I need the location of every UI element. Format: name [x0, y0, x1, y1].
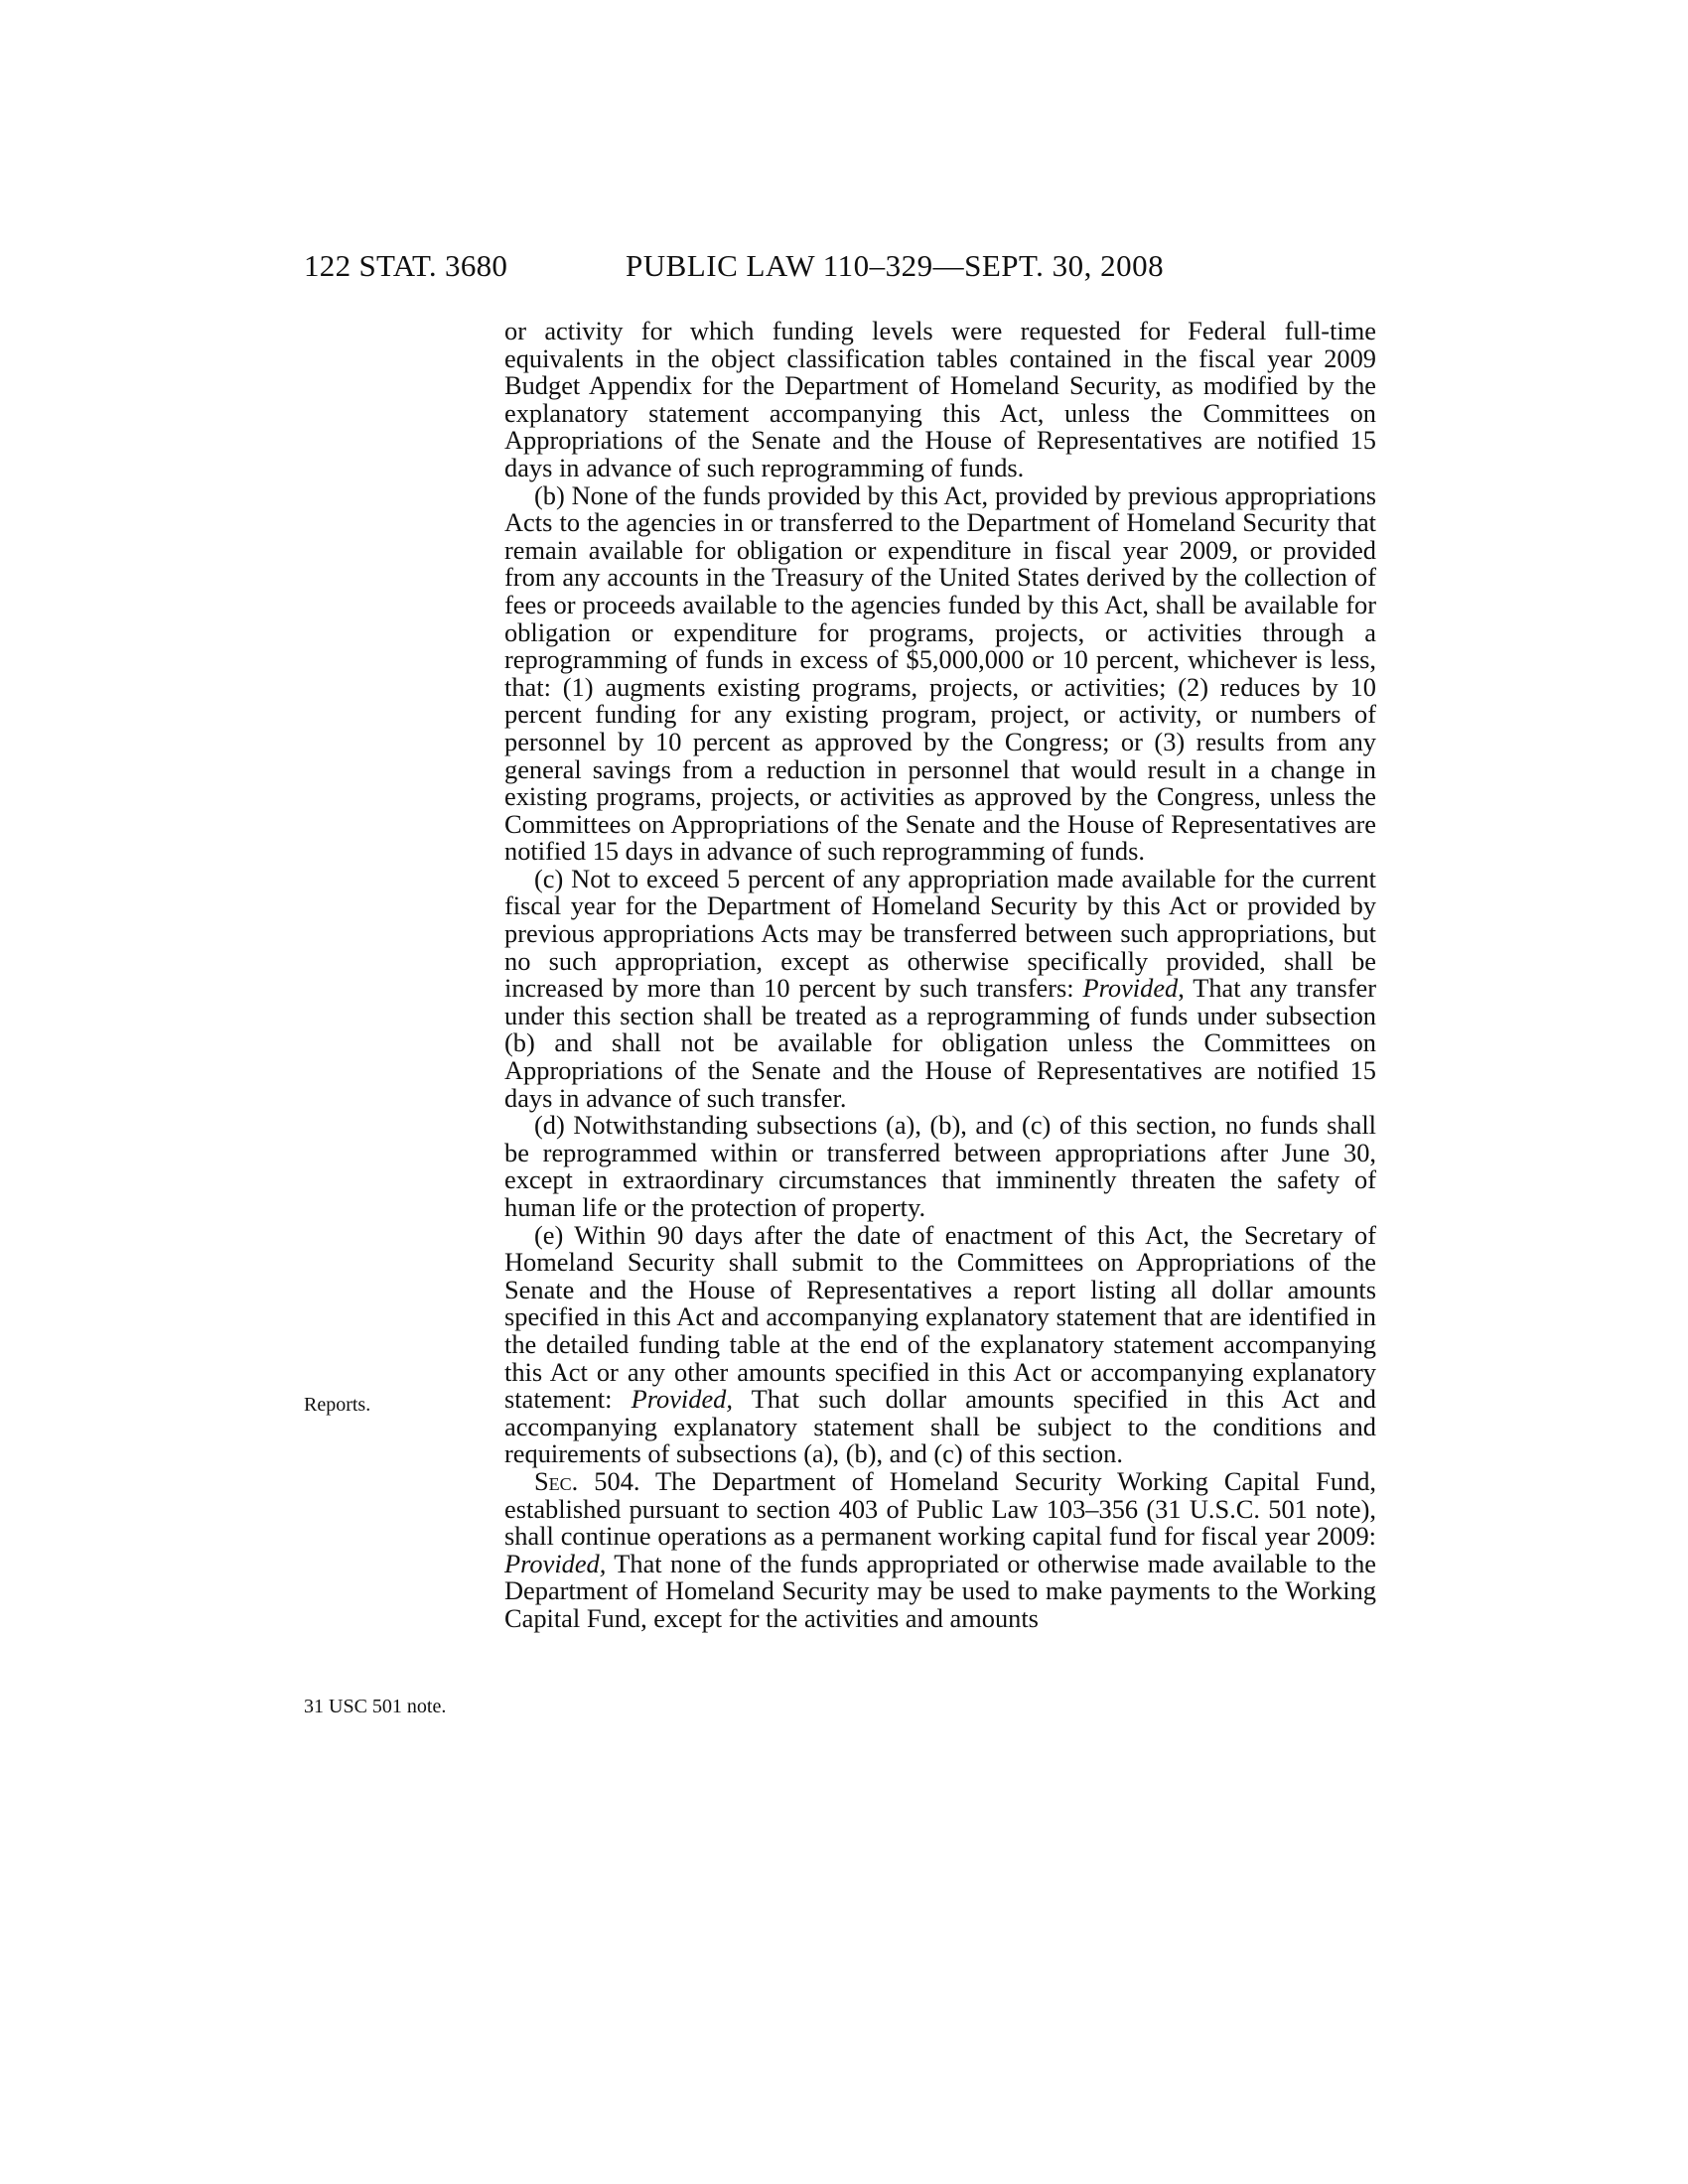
- subsection-e-text-1: (e) Within 90 days after the date of enactment of this Act, the Secretary of Homeland Security shall submit to the Committees on Appropriations of the Senate and the House of Representatives a report listing all dollar amounts specified in this Act and accompanying explanatory statement that are identified in the detailed funding table at the end of the explanatory statement accompanying this Act or any other amounts specified in this Act or accompanying explanatory statement:: [504, 1219, 1376, 1415]
- public-law-heading: PUBLIC LAW 110–329—SEPT. 30, 2008: [626, 248, 1165, 283]
- section-504-text-1: The Department of Homeland Security Working Capital Fund, established pursuant to section 403 of Public Law 103–356 (31 U.S.C. 501 note), shall continue operations as a permanent working capital fund for fiscal year 2009:: [504, 1465, 1376, 1552]
- subsection-c-provided: Provided: [1082, 973, 1179, 1004]
- paragraph-continuation: or activity for which funding levels were requested for Federal full-time equivalents in the object classification tables contained in the fiscal year 2009 Budget Appendix for the Department of Homeland Security, as modified by the explanatory statement accompanying this Act, unless the Committees on Appropriations of the Senate and the House of Representatives are notified 15 days in advance of such reprogramming of funds.: [504, 316, 1376, 482]
- paragraph-subsection-e: [504, 1219, 1376, 1469]
- subsection-c-text-1: (c) Not to exceed 5 percent of any appropriation made available for the current fiscal year for the Department of Homeland Security by this Act or provided by previous appropriations Acts may be transferred between such appropriations, but no such appropriation, except as otherwise specifically provided, shall be increased by more than 10 percent by such transfers:: [504, 863, 1376, 1004]
- statute-page-reference: 122 STAT. 3680: [304, 248, 508, 283]
- margin-note-reports: Reports.: [304, 1394, 371, 1416]
- section-504-text-2: That none of the funds appropriated or otherwise made available to the Department of Homeland Security may be used to make payments to the Working Capital Fund, except for the activities and amounts: [504, 1548, 1376, 1633]
- document-body: [504, 318, 1376, 1633]
- margin-note-usc: 31 USC 501 note.: [304, 1696, 447, 1717]
- paragraph-section-504: [504, 1465, 1376, 1633]
- paragraph-subsection-c: [504, 863, 1376, 1113]
- paragraph-subsection-b: (b) None of the funds provided by this Act, provided by previous appropriations Acts to the agencies in or transferred to the Department of Homeland Security that remain available for obligation or expenditure in fiscal year 2009, or provided from any accounts in the Treasury of the United States derived by the collection of fees or proceeds available to the agencies funded by this Act, shall be available for obligation or expenditure for programs, projects, or activities through a reprogramming of funds in excess of $5,000,000 or 10 percent, whichever is less, that: (1) augments existing programs, projects, or activities; (2) reduces by 10 percent funding for any existing program, project, or activity, or numbers of personnel by 10 percent as approved by the Congress; or (3) results from any general savings from a reduction in personnel that would result in a change in existing programs, projects, or activities as approved by the Congress, unless the Committees on Appropriations of the Senate and the House of Representatives are notified 15 days in advance of such reprogramming of funds.: [504, 479, 1376, 867]
- paragraph-subsection-d: (d) Notwithstanding subsections (a), (b), and (c) of this section, no funds shall be reprogrammed within or transferred between appropriations after June 30, except in extraordinary circumstances that imminently threaten the safety of human life or the protection of property.: [504, 1110, 1376, 1222]
- section-504-label: Sec. 504.: [534, 1465, 640, 1496]
- section-504-provided: Provided,: [504, 1548, 607, 1578]
- subsection-c-text-2: , That any transfer under this section shall be treated as a reprogramming of funds under subsection (b) and shall not be available for obligation unless the Committees on Appropriations of the Senate and the House of Representatives are notified 15 days in advance of such transfer.: [504, 973, 1376, 1113]
- subsection-e-text-2: That such dollar amounts specified in this Act and accompanying explanatory statement shall be subject to the conditions and requirements of subsections (a), (b), and (c) of this section.: [504, 1384, 1376, 1469]
- page-header: [0, 248, 1688, 288]
- subsection-e-provided: Provided,: [631, 1384, 733, 1415]
